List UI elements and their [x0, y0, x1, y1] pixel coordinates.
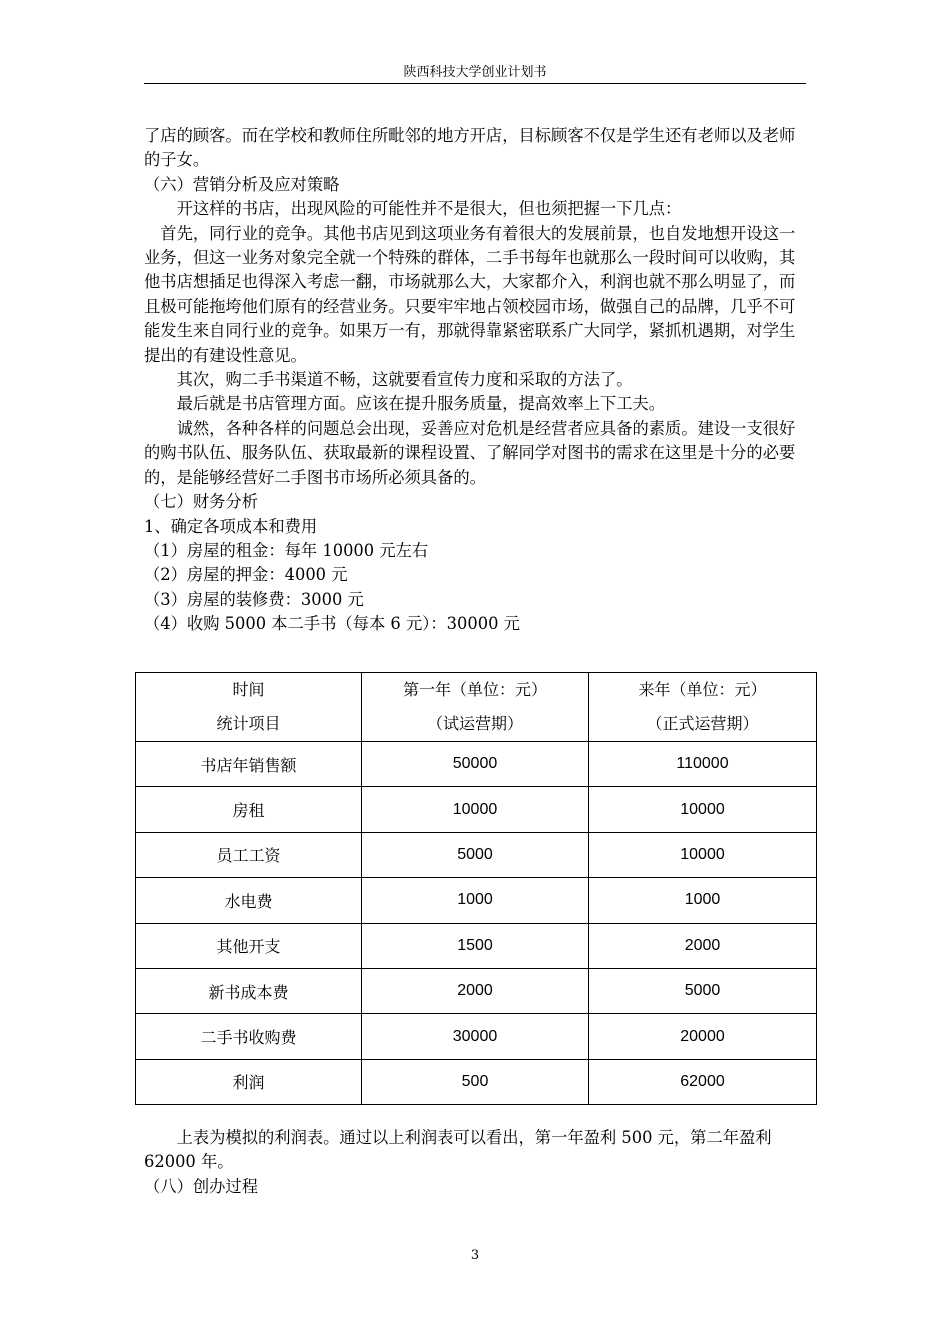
header-text: 来年（单位：元）: [638, 680, 767, 699]
table-row: [136, 1014, 817, 1059]
table-row: [136, 1059, 817, 1104]
table-header-cell: [362, 673, 589, 742]
table-cell-year1: 5000: [362, 832, 589, 877]
table-cell-year2: 2000: [589, 923, 817, 968]
table-header-row: [136, 673, 817, 742]
header-text: （正式运营期）: [646, 714, 759, 733]
paragraph: 首先，同行业的竞争。其他书店见到这项业务有着很大的发展前景，也自发地想开设这一业务，但这一业务对象完全就一个特殊的群体，二手书每年也就那么一段时间可以收购，其他书店想插足也得深入考虑一翻，市场就那么大，大家都介入，利润也就不那么明显了，而且极可能拖垮他们原有的经营业务。只要牢牢地占领校园市场，做强自己的品牌，几乎不可能发生来自同行业的竞争。如果万一有，那就得靠紧密联系广大同学，紧抓机遇期，对学生提出的有建设性意见。: [144, 223, 796, 365]
page-header: 陕西科技大学创业计划书: [403, 65, 547, 80]
table-cell-year1: 1500: [362, 923, 589, 968]
table-cell-item: 房租: [136, 787, 362, 832]
table-row: [136, 832, 817, 877]
table-cell-year2: 10000: [589, 832, 817, 877]
body-text: [144, 124, 808, 637]
table-cell-item: 书店年销售额: [136, 742, 362, 787]
table-cell-year1: 500: [362, 1059, 589, 1104]
table-cell-year2: 10000: [589, 787, 817, 832]
list-item: （1）房屋的租金：每年 10000 元左右: [144, 540, 429, 560]
paragraph: 上表为模拟的利润表。通过以上利润表可以看出，第一年盈利 500 元，第二年盈利 62000 年。: [144, 1128, 772, 1172]
table-cell-item: 二手书收购费: [136, 1014, 362, 1059]
list-item: （2）房屋的押金：4000 元: [144, 565, 348, 585]
section-heading-7: （七）财务分析: [144, 492, 258, 512]
table-cell-year2: 62000: [589, 1059, 817, 1104]
section-heading-8: （八）创办过程: [144, 1176, 258, 1196]
paragraph: 其次，购二手书渠道不畅，这就要看宣传力度和采取的方法了。: [176, 370, 633, 390]
table-row: [136, 742, 817, 787]
page-number: 3: [470, 1248, 480, 1263]
table-cell-year1: 1000: [362, 878, 589, 923]
table-cell-item: 新书成本费: [136, 968, 362, 1013]
table-cell-year2: 110000: [589, 742, 817, 787]
table-cell-item: 其他开支: [136, 923, 362, 968]
table-cell-year1: 10000: [362, 787, 589, 832]
table-header-cell: [589, 673, 817, 742]
table-cell-item: 利润: [136, 1059, 362, 1104]
after-table-text: [144, 1126, 808, 1199]
table-cell-year2: 20000: [589, 1014, 817, 1059]
header-rule: [144, 83, 806, 84]
table-row: [136, 923, 817, 968]
table-cell-year1: 30000: [362, 1014, 589, 1059]
list-item: 1、确定各项成本和费用: [144, 516, 318, 536]
table-row: [136, 787, 817, 832]
table-row: [136, 878, 817, 923]
table-cell-year1: 2000: [362, 968, 589, 1013]
section-heading-6: （六）营销分析及应对策略: [144, 174, 340, 194]
table-cell-year1: 50000: [362, 742, 589, 787]
table-cell-year2: 5000: [589, 968, 817, 1013]
paragraph: 最后就是书店管理方面。应该在提升服务质量，提高效率上下工夫。: [176, 394, 666, 414]
list-item: （4）收购 5000 本二手书（每本 6 元）：30000 元: [144, 614, 520, 634]
header-text: 统计项目: [216, 714, 281, 733]
table-cell-year2: 1000: [589, 878, 817, 923]
profit-table: [135, 672, 817, 1105]
table-row: [136, 968, 817, 1013]
table-cell-item: 水电费: [136, 878, 362, 923]
header-text: 时间: [232, 680, 265, 699]
list-item: （3）房屋的装修费：3000 元: [144, 589, 364, 609]
paragraph: 开这样的书店，出现风险的可能性并不是很大，但也须把握一下几点：: [176, 199, 682, 219]
table-cell-item: 员工工资: [136, 832, 362, 877]
paragraph: 了店的顾客。而在学校和教师住所毗邻的地方开店，目标顾客不仅是学生还有老师以及老师的子女。: [144, 126, 796, 170]
header-text: 第一年（单位：元）: [402, 680, 547, 699]
paragraph: 诚然，各种各样的问题总会出现，妥善应对危机是经营者应具备的素质。建设一支很好的购书队伍、服务队伍、获取最新的课程设置、了解同学对图书的需求在这里是十分的必要的，是能够经营好二手图书市场所必须具备的。: [144, 418, 796, 487]
table-header-cell: [136, 673, 362, 742]
header-text: （试运营期）: [426, 714, 523, 733]
